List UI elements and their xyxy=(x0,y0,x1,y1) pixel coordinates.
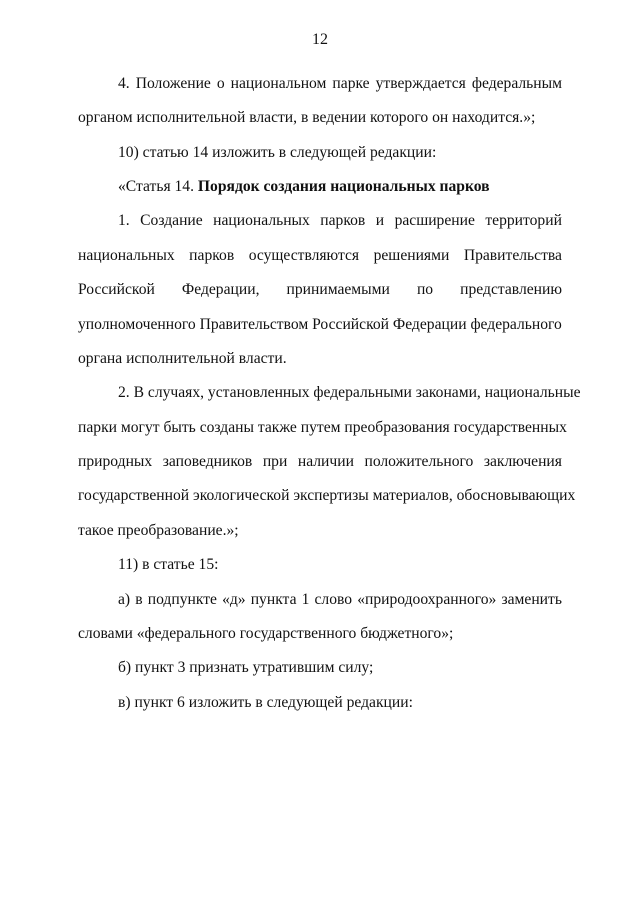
word: подпункте xyxy=(147,591,217,608)
word: территорий xyxy=(485,212,562,229)
word: 1 xyxy=(301,591,310,608)
word: заповедников xyxy=(162,453,253,470)
word: утверждается xyxy=(375,75,466,92)
word: федеральным xyxy=(471,75,562,92)
word: национальных xyxy=(213,212,310,229)
clause-1-line-4: уполномоченного Правительством Российской Федерации федерального xyxy=(78,316,562,333)
page-number: 12 xyxy=(312,31,328,48)
article-14-title: Порядок создания национальных парков xyxy=(197,178,490,195)
word: заменить xyxy=(501,591,562,608)
article-14-heading xyxy=(118,170,562,204)
word: наличии xyxy=(297,453,354,470)
word: положительного xyxy=(364,453,474,470)
item-10-line: 10) статью 14 изложить в следующей редакции: xyxy=(118,144,437,161)
word: природных xyxy=(78,453,153,470)
word: «д» xyxy=(222,591,246,608)
word: Правительства xyxy=(463,247,562,264)
clause-1-line-1 xyxy=(118,204,562,238)
word: национальных xyxy=(78,247,175,264)
word: расширение xyxy=(394,212,475,229)
clause-1-line-5: органа исполнительной власти. xyxy=(78,350,287,367)
word: решениями xyxy=(373,247,450,264)
word: при xyxy=(262,453,288,470)
word: парке xyxy=(332,75,370,92)
clause-2-line-5: такое преобразование.»; xyxy=(78,522,239,539)
clause-2-line-1: 2. В случаях, установленных федеральными законами, национальные xyxy=(118,384,581,401)
item-11-line: 11) в статье 15: xyxy=(118,556,219,573)
word: «природоохранного» xyxy=(357,591,497,608)
word: о xyxy=(216,75,225,92)
word: и xyxy=(375,212,385,229)
clause-2-line-4: государственной экологической экспертизы материалов, обосновывающих xyxy=(78,487,576,504)
subitem-v-line: в) пункт 6 изложить в следующей редакции: xyxy=(118,694,413,711)
word: в xyxy=(135,591,143,608)
clause-1-line-2 xyxy=(78,239,562,273)
subitem-b-line: б) пункт 3 признать утратившим силу; xyxy=(118,659,374,676)
word: Положение xyxy=(135,75,211,92)
paragraph-4-line-2: органом исполнительной власти, в ведении которого он находится.»; xyxy=(78,109,536,126)
word: заключения xyxy=(483,453,562,470)
word: а) xyxy=(118,591,131,608)
clause-2-line-2: парки могут быть созданы также путем преобразования государственных xyxy=(78,419,567,436)
word: национальном xyxy=(230,75,327,92)
word: 4. xyxy=(118,75,130,92)
word: 1. xyxy=(118,212,130,229)
word: парков xyxy=(320,212,366,229)
word: Федерации, xyxy=(181,281,260,298)
subitem-a-line-1 xyxy=(118,583,562,617)
paragraph-4-line-1 xyxy=(118,67,562,101)
word: пункта xyxy=(250,591,297,608)
word: парков xyxy=(189,247,235,264)
word: представлению xyxy=(460,281,562,298)
clause-2-line-3 xyxy=(78,445,562,479)
article-14-prefix: «Статья 14. xyxy=(118,178,198,195)
word: осуществляются xyxy=(248,247,360,264)
word: по xyxy=(416,281,434,298)
clause-1-line-3 xyxy=(78,273,562,307)
word: слово xyxy=(314,591,353,608)
word: Создание xyxy=(140,212,203,229)
word: принимаемыми xyxy=(286,281,390,298)
subitem-a-line-2: словами «федерального государственного бюджетного»; xyxy=(78,625,454,642)
word: Российской xyxy=(78,281,155,298)
